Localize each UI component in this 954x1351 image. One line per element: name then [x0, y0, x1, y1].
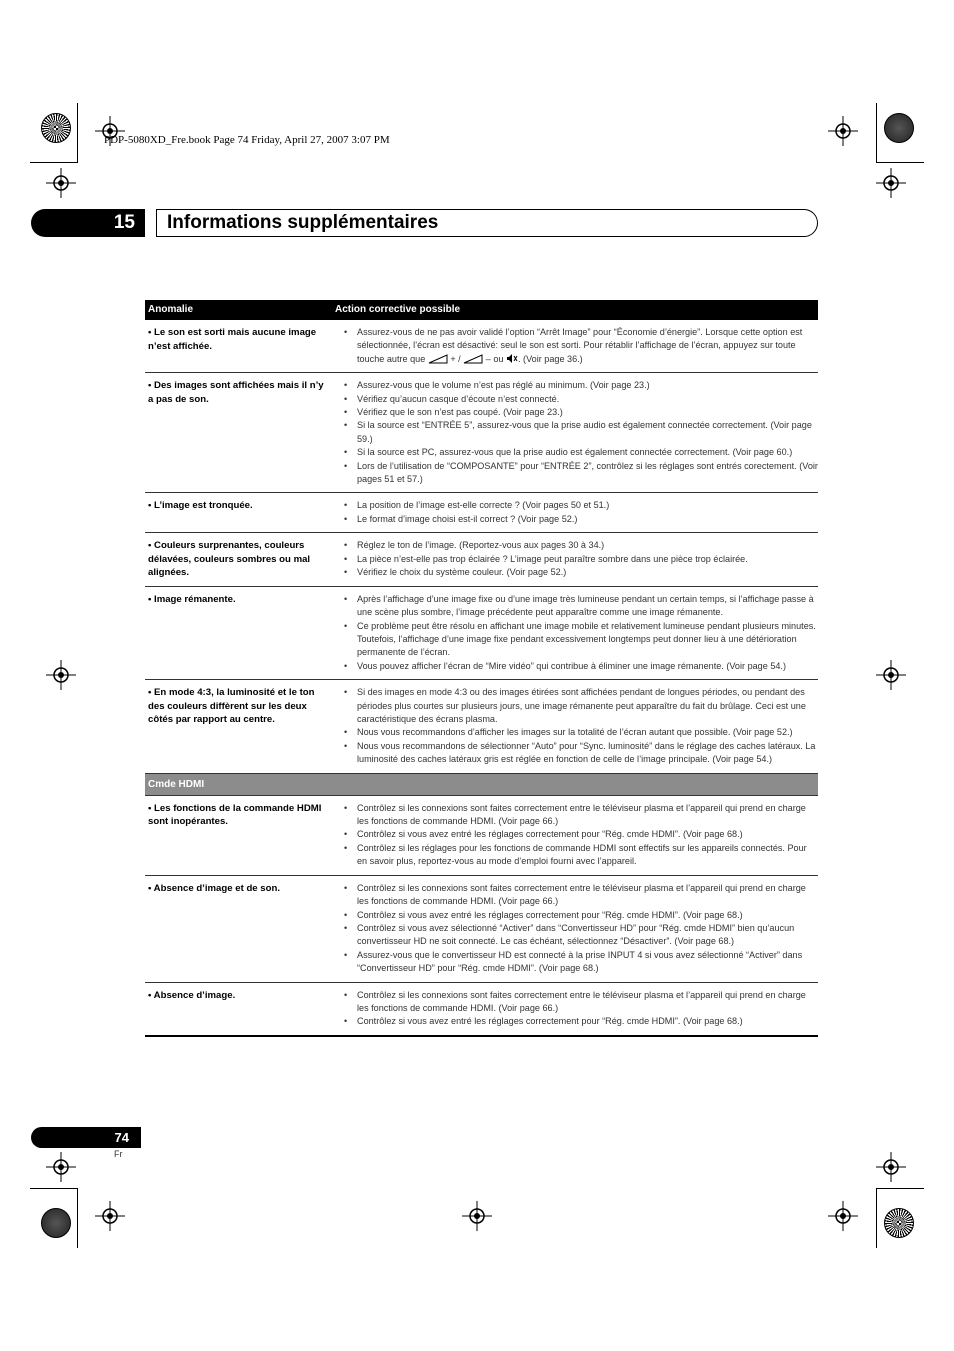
anomaly-cell: • Absence d’image et de son. [145, 875, 331, 982]
table-header [145, 300, 818, 320]
action-cell [331, 982, 818, 1036]
registration-mark-icon [95, 1201, 125, 1231]
gray-patch-icon [41, 1208, 71, 1238]
action-cell [331, 493, 818, 533]
action-cell [331, 320, 818, 373]
anomaly-cell: • Le son est sorti mais aucune image n’est affichée. [145, 320, 331, 373]
registration-mark-icon [876, 168, 906, 198]
action-item: • Réglez le ton de l’image. (Reportez-vous aux pages 30 à 34.) [344, 539, 818, 552]
action-item: • Si la source est “ENTRÉE 5”, assurez-vous que la prise audio est également connectée correctement. (Voir page 59.) [344, 419, 818, 446]
registration-mark-icon [46, 1152, 76, 1182]
anomaly-cell: • Des images sont affichées mais il n’y a pas de son. [145, 373, 331, 493]
action-item: • Contrôlez si les connexions sont faites correctement entre le téléviseur plasma et l’appareil qui prend en charge les fonctions de commande HDMI. (Voir page 66.) [344, 989, 818, 1016]
action-item: • Contrôlez si les connexions sont faites correctement entre le téléviseur plasma et l’appareil qui prend en charge les fonctions de commande HDMI. (Voir page 66.) [344, 882, 818, 909]
table-row [145, 982, 818, 1036]
action-item: • Contrôlez si les connexions sont faites correctement entre le téléviseur plasma et l’appareil qui prend en charge les fonctions de commande HDMI. (Voir page 66.) [344, 802, 818, 829]
language-code: Fr [114, 1149, 123, 1159]
registration-mark-icon [828, 116, 858, 146]
registration-mark-icon [876, 660, 906, 690]
table-row [145, 533, 818, 587]
action-item: • Contrôlez si vous avez entré les réglages correctement pour “Rég. cmde HDMI”. (Voir page 68.) [344, 1015, 818, 1028]
action-item: • Nous vous recommandons de sélectionner “Auto” pour “Sync. luminosité” dans le réglage des caches latéraux. La luminosité des caches latéraux gris est réglée en fonction de celle de l’image principale. (Voir page 54.) [344, 740, 818, 767]
action-item: • Assurez-vous que le convertisseur HD est connecté à la prise INPUT 4 si vous avez sélectionné “Activer” dans “Convertisseur HD” pour “Rég. cmde HDMI”. (Voir page 68.) [344, 949, 818, 976]
action-cell [331, 586, 818, 679]
registration-mark-icon [828, 1201, 858, 1231]
registration-mark-icon [462, 1201, 492, 1231]
action-item: • Nous vous recommandons d’afficher les images sur la totalité de l’écran autant que possible. (Voir page 52.) [344, 726, 818, 739]
action-cell [331, 533, 818, 587]
action-item: • Ce problème peut être résolu en affichant une image mobile et relativement lumineuse pendant plusieurs minutes. Toutefois, l’affichage d’une image fixe pendant excessivement longtemps peut donner lieu à une détérioration permanente de l’écran. [344, 620, 818, 660]
action-item: • Assurez-vous de ne pas avoir validé l’option “Arrêt Image” pour “Économie d’énergie”. Lorsque cette option est sélectionnée, l’écran est désactivé: seul le son est sorti. Pour rétablir l’affichage de l’écran, appuyez sur toute touche autre que + / – ou . (Voir page 36.) [344, 326, 818, 366]
anomaly-cell: • Couleurs surprenantes, couleurs délavées, couleurs sombres ou mal alignées. [145, 533, 331, 587]
table-row [145, 320, 818, 373]
anomaly-cell: • Les fonctions de la commande HDMI sont inopérantes. [145, 795, 331, 875]
volume-plus-label: + / [450, 353, 461, 364]
action-item: • Si la source est PC, assurez-vous que la prise audio est également connectée correctement. (Voir page 60.) [344, 446, 818, 459]
troubleshooting-table [145, 300, 818, 1037]
action-item: • Contrôlez si les réglages pour les fonctions de commande HDMI sont effectifs sur les appareils connectés. Pour en savoir plus, reportez-vous au mode d’emploi fourni avec l’appareil. [344, 842, 818, 869]
action-item: • Vérifiez qu’aucun casque d’écoute n’est connecté. [344, 393, 818, 406]
color-rosette-icon [41, 113, 71, 143]
action-item: • Contrôlez si vous avez sélectionné “Activer” dans “Convertisseur HD” pour “Rég. cmde HDMI” bien qu’aucun convertisseur HD ne soit connecté. Le cas échéant, sélectionnez “Désactiver”. (Voir page 68.) [344, 922, 818, 949]
action-cell [331, 373, 818, 493]
action-item: • Vous pouvez afficher l’écran de “Mire vidéo” qui contribue à éliminer une image rémanente. (Voir page 54.) [344, 660, 818, 673]
table-row [145, 586, 818, 679]
action-item: • Vérifiez le choix du système couleur. (Voir page 52.) [344, 566, 818, 579]
action-item: • La pièce n’est-elle pas trop éclairée ? L’image peut paraître sombre dans une pièce trop éclairée. [344, 553, 818, 566]
action-item: • Si des images en mode 4:3 ou des images étirées sont affichées pendant de longues périodes, ou pendant des périodes plus courtes sur plusieurs jours, une image rémanente peut apparaître du fait du brûlage. Ceci est une caractéristique des écrans plasma. [344, 686, 818, 726]
volume-page-ref: . (Voir page 36.) [518, 353, 583, 364]
chapter-title: Informations supplémentaires [167, 212, 439, 233]
action-item: • Contrôlez si vous avez entré les réglages correctement pour “Rég. cmde HDMI”. (Voir page 68.) [344, 909, 818, 922]
mute-icon [506, 353, 518, 364]
column-header-action: Action corrective possible [331, 300, 818, 320]
action-item: • Le format d’image choisi est-il correct ? (Voir page 52.) [344, 513, 818, 526]
table-row [145, 493, 818, 533]
action-item: • Lors de l’utilisation de “COMPOSANTE” pour “ENTRÉE 2”, contrôlez si les réglages sont entrés corectement. (Voir pages 51 et 57.) [344, 460, 818, 487]
color-rosette-icon [884, 1208, 914, 1238]
table-row [145, 875, 818, 982]
registration-mark-icon [46, 660, 76, 690]
table-row [145, 795, 818, 875]
action-item: • Contrôlez si vous avez entré les réglages correctement pour “Rég. cmde HDMI”. (Voir page 68.) [344, 828, 818, 841]
gray-patch-icon [884, 113, 914, 143]
action-item: • La position de l’image est-elle correcte ? (Voir pages 50 et 51.) [344, 499, 818, 512]
volume-up-icon [428, 354, 448, 364]
table-row [145, 373, 818, 493]
chapter-number: 15 [31, 209, 145, 237]
volume-minus-label: – ou [485, 353, 504, 364]
anomaly-cell: • En mode 4:3, la luminosité et le ton des couleurs diffèrent sur les deux côtés par rapport au centre. [145, 680, 331, 773]
registration-mark-icon [46, 168, 76, 198]
page-number: 74 [31, 1127, 141, 1148]
action-item: • Après l’affichage d’une image fixe ou d’une image très lumineuse pendant un certain temps, si l’affichage passe à une scène plus sombre, l’image précédente peut apparaître comme une image rémanente. [344, 593, 818, 620]
action-cell [331, 795, 818, 875]
file-info: PDP-5080XD_Fre.book Page 74 Friday, April 27, 2007 3:07 PM [104, 134, 390, 146]
column-header-anomalie: Anomalie [145, 300, 331, 320]
action-item: • Assurez-vous que le volume n’est pas réglé au minimum. (Voir page 23.) [344, 379, 818, 392]
action-cell [331, 680, 818, 773]
section-header-hdmi [145, 773, 818, 795]
anomaly-cell: • Image rémanente. [145, 586, 331, 679]
anomaly-cell: • Absence d’image. [145, 982, 331, 1036]
table-row [145, 680, 818, 773]
anomaly-cell: • L’image est tronquée. [145, 493, 331, 533]
section-title: Cmde HDMI [145, 773, 818, 795]
action-cell [331, 875, 818, 982]
action-item: • Vérifiez que le son n’est pas coupé. (Voir page 23.) [344, 406, 818, 419]
registration-mark-icon [876, 1152, 906, 1182]
volume-down-icon [463, 354, 483, 364]
